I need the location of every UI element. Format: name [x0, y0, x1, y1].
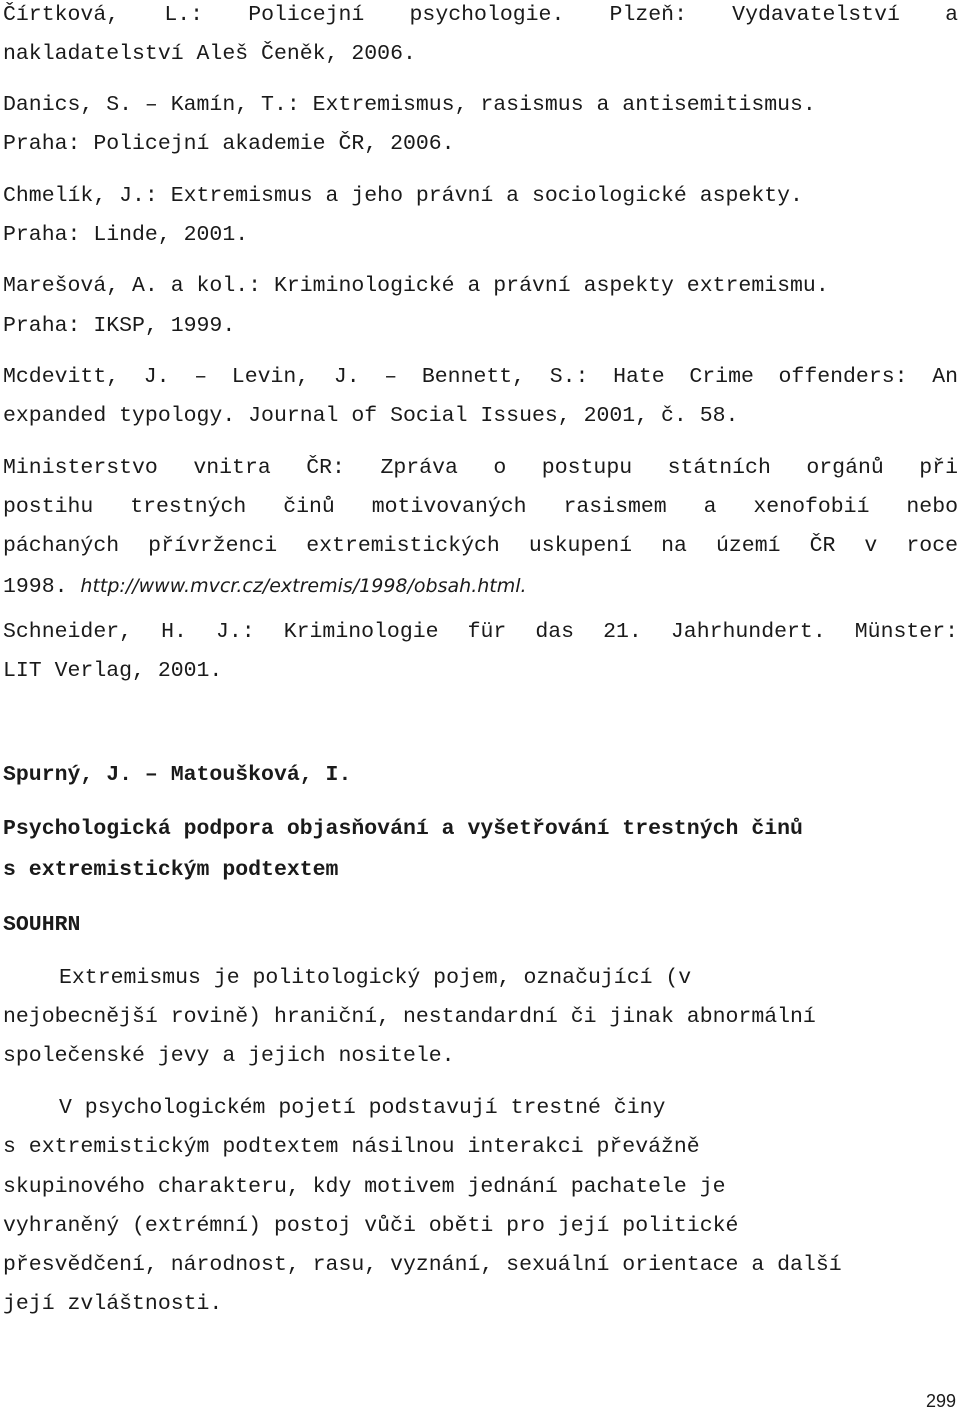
- reference-ministerstvo-url[interactable]: http://www.mvcr.cz/extremis/1998/obsah.html.: [80, 575, 527, 597]
- article-title-line1: Psychologická podpora objasňování a vyšetřování trestných činů: [3, 817, 803, 841]
- reference-danics-line2: Praha: Policejní akademie ČR, 2006.: [3, 132, 455, 156]
- reference-ministerstvo-line1: Ministerstvo vnitra ČR: Zpráva o postupu státních orgánů při: [3, 456, 958, 480]
- reference-cirtkova-line2: nakladatelství Aleš Čeněk, 2006.: [3, 42, 416, 66]
- reference-mcdevitt-line1: Mcdevitt, J. – Levin, J. – Bennett, S.: Hate Crime offenders: An: [3, 365, 958, 389]
- reference-ministerstvo-line3: páchaných přívrženci extremistických uskupení na území ČR v roce: [3, 534, 958, 558]
- reference-schneider-line1: Schneider, H. J.: Kriminologie für das 21. Jahrhundert. Münster:: [3, 620, 958, 644]
- page-number: 299: [925, 1391, 956, 1411]
- summary-para2-line1: V psychologickém pojetí podstavují trestné činy: [59, 1096, 666, 1120]
- summary-heading: SOUHRN: [3, 913, 81, 937]
- reference-chmelik-line2: Praha: Linde, 2001.: [3, 223, 249, 247]
- summary-para2-line5: přesvědčení, národnost, rasu, vyznání, sexuální orientace a další: [3, 1253, 842, 1277]
- reference-ministerstvo-line4: [3, 573, 527, 600]
- reference-danics-line1: Danics, S. – Kamín, T.: Extremismus, rasismus a antisemitismus.: [3, 93, 816, 117]
- summary-para1-line3: společenské jevy a jejich nositele.: [3, 1044, 455, 1068]
- reference-maresova-line2: Praha: IKSP, 1999.: [3, 314, 236, 338]
- article-title-line2: s extremistickým podtextem: [3, 858, 339, 882]
- reference-schneider-line2: LIT Verlag, 2001.: [3, 659, 223, 683]
- summary-para2-line3: skupinového charakteru, kdy motivem jednání pachatele je: [3, 1175, 726, 1199]
- summary-para2-line4: vyhraněný (extrémní) postoj vůči oběti pro její politické: [3, 1214, 739, 1238]
- summary-para2-line2: s extremistickým podtextem násilnou interakci převážně: [3, 1135, 700, 1159]
- reference-ministerstvo-year: 1998.: [3, 575, 81, 599]
- reference-maresova-line1: Marešová, A. a kol.: Kriminologické a právní aspekty extremismu.: [3, 274, 829, 298]
- summary-para1-line2: nejobecnější rovině) hraniční, nestandardní či jinak abnormální: [3, 1005, 816, 1029]
- reference-ministerstvo-line2: postihu trestných činů motivovaných rasismem a xenofobií nebo: [3, 495, 958, 519]
- reference-chmelik-line1: Chmelík, J.: Extremismus a jeho právní a sociologické aspekty.: [3, 184, 803, 208]
- reference-cirtkova-line1: Čírtková, L.: Policejní psychologie. Plzeň: Vydavatelství a: [3, 3, 958, 27]
- article-authors: Spurný, J. – Matoušková, I.: [3, 763, 352, 787]
- summary-para2-line6: její zvláštnosti.: [3, 1292, 223, 1316]
- reference-mcdevitt-line2: expanded typology. Journal of Social Issues, 2001, č. 58.: [3, 404, 739, 428]
- summary-para1-line1: Extremismus je politologický pojem, označující (v: [59, 966, 692, 990]
